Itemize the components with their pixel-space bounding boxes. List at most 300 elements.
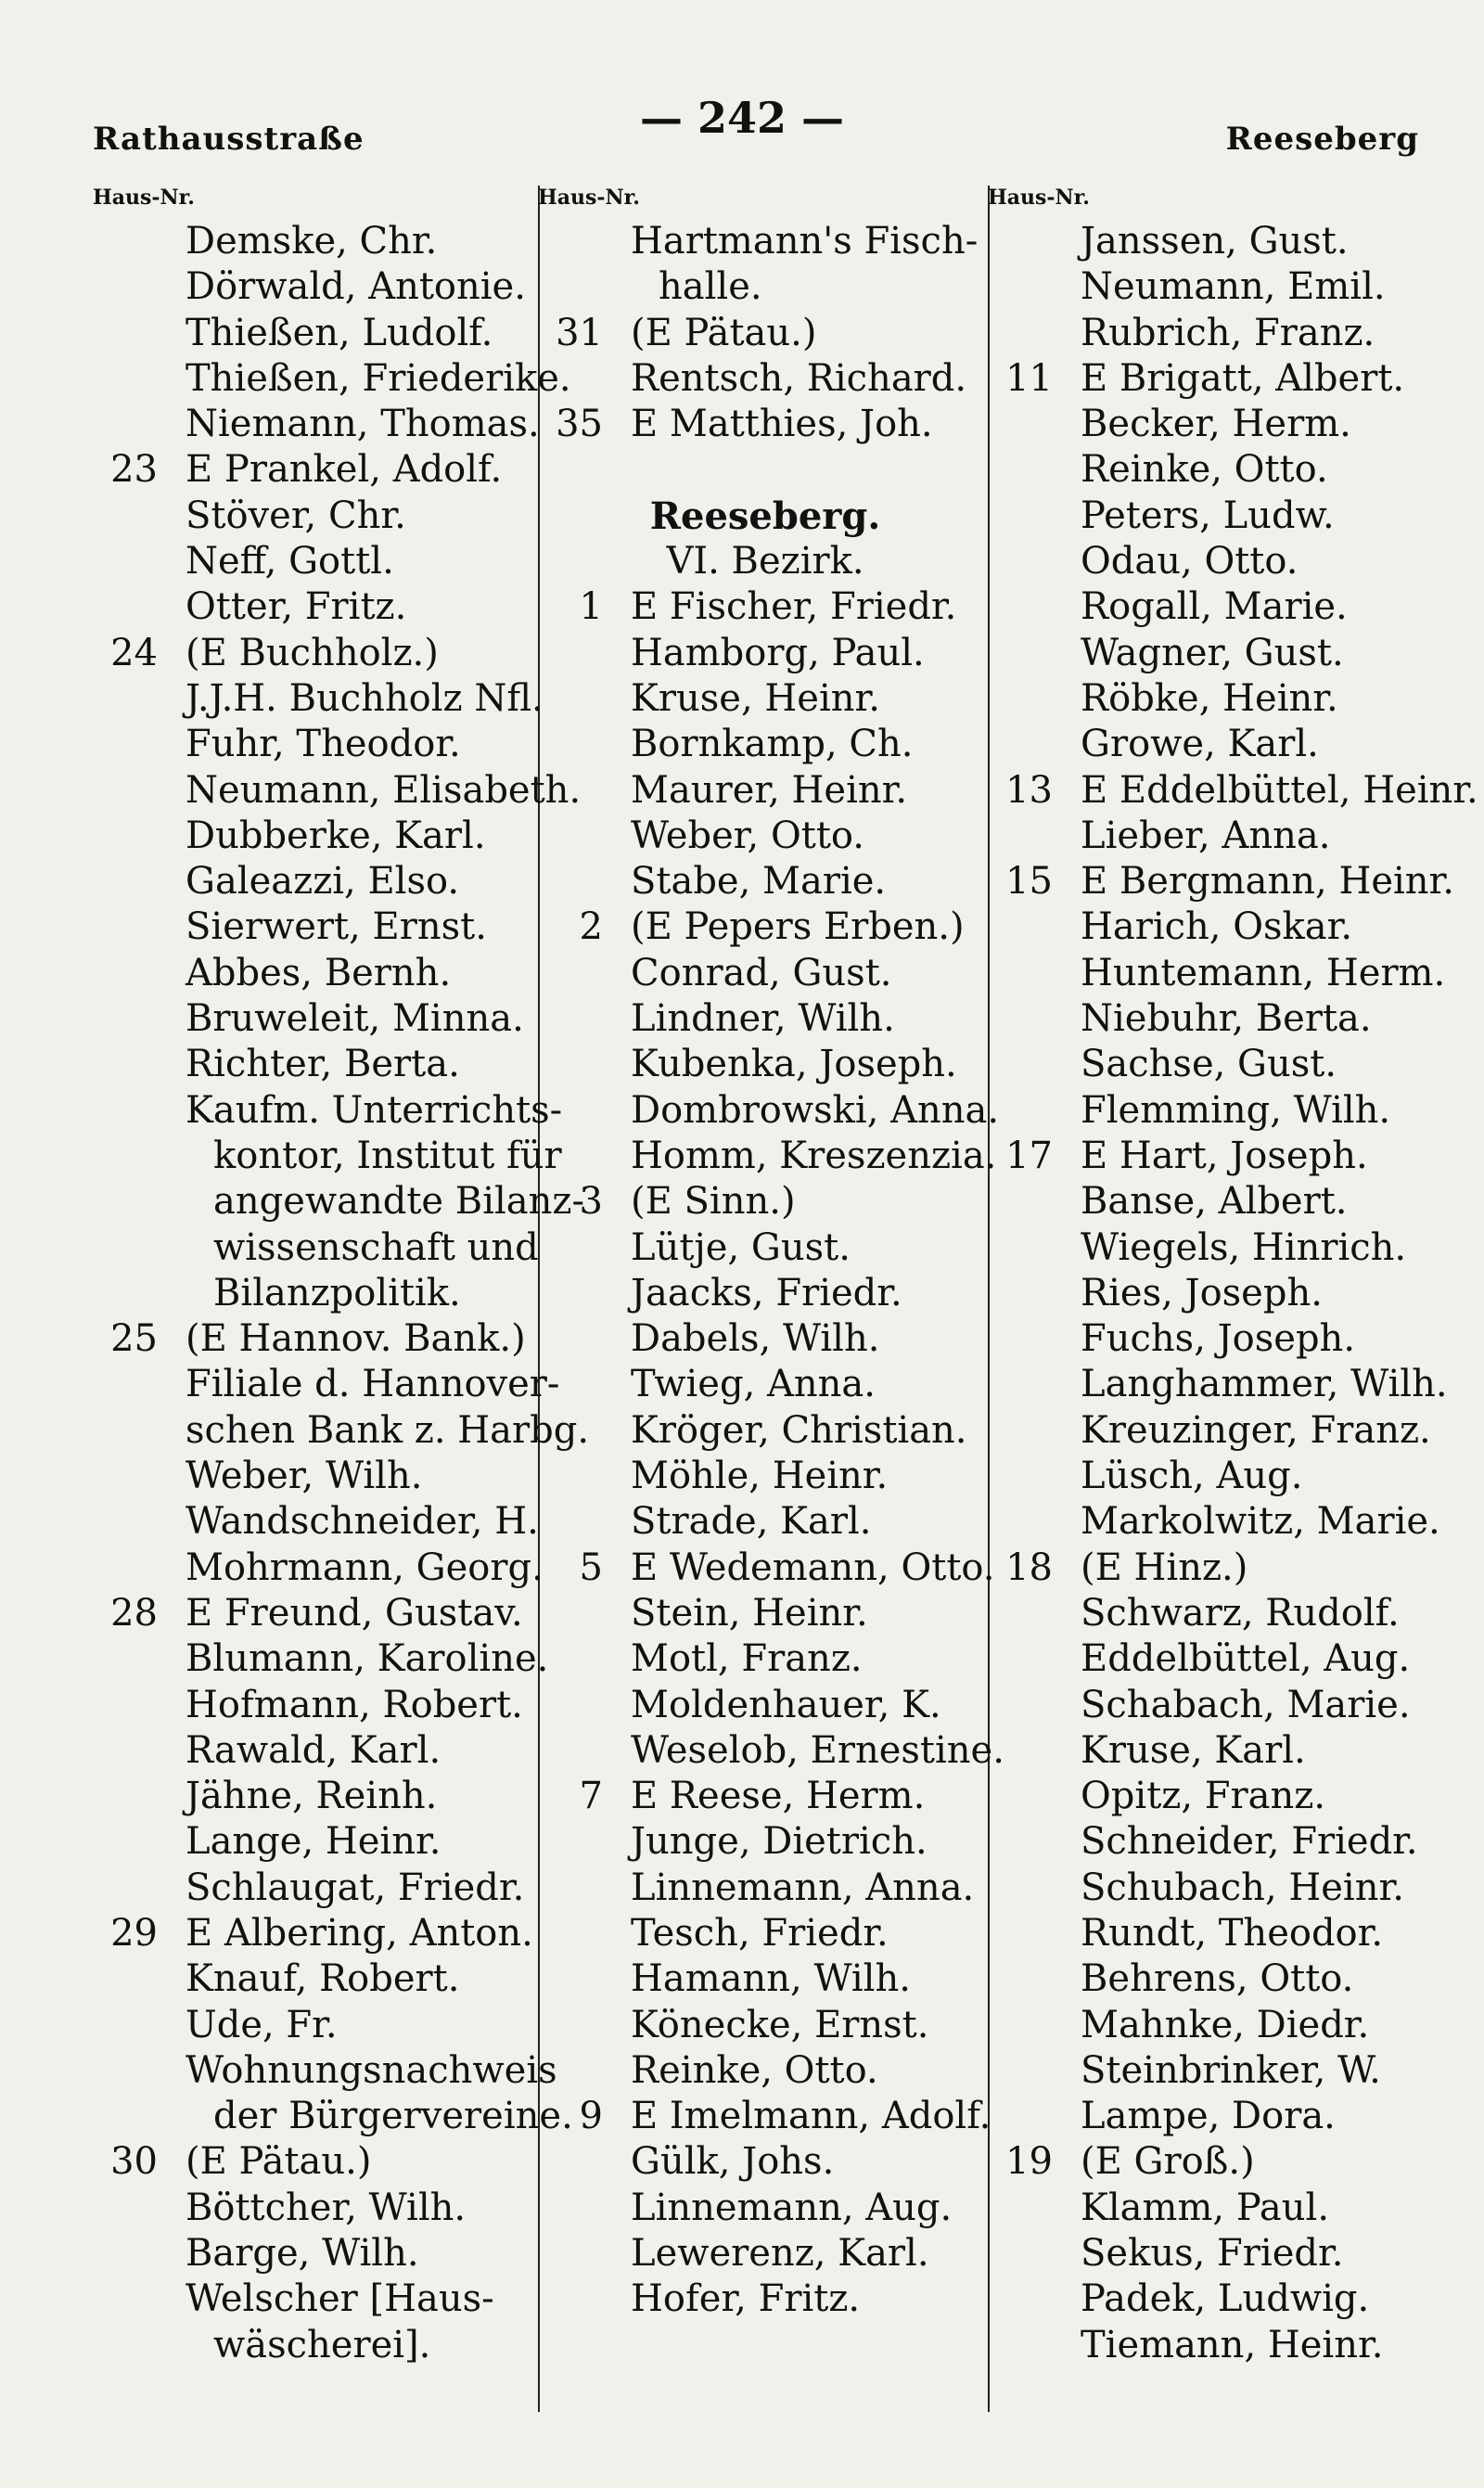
- directory-entry: [93, 631, 547, 676]
- resident-name: Padek, Ludwig.: [1081, 2277, 1370, 2321]
- resident-name: Wiegels, Hinrich.: [1081, 1225, 1407, 1269]
- directory-entry: [538, 1316, 992, 1362]
- directory-entry: [988, 1866, 1442, 1911]
- directory-entry: [93, 2094, 573, 2139]
- house-number: 1: [579, 585, 603, 629]
- directory-entry: [988, 2323, 1442, 2368]
- resident-name: Eddelbüttel, Aug.: [1081, 1637, 1411, 1681]
- resident-name: Hartmann's Fisch-: [631, 220, 979, 263]
- directory-entry: [538, 539, 992, 584]
- directory-entry: [93, 219, 547, 264]
- resident-name: Fuchs, Joseph.: [1081, 1317, 1356, 1361]
- directory-entry: [538, 356, 992, 402]
- directory-entry: [538, 311, 992, 356]
- resident-name: Steinbrinker, W.: [1081, 2048, 1381, 2092]
- resident-name: Reinke, Otto.: [1081, 448, 1328, 492]
- house-number: 11: [1005, 356, 1053, 400]
- resident-name: (E Hinz.): [1081, 1545, 1248, 1589]
- resident-name: E Eddelbüttel, Heinr.: [1081, 768, 1478, 812]
- resident-name: Moldenhauer, K.: [631, 1683, 941, 1726]
- resident-name: Rogall, Marie.: [1081, 585, 1348, 629]
- directory-entry: [988, 951, 1446, 996]
- directory-entry: [538, 1819, 992, 1865]
- resident-name: Kröger, Christian.: [631, 1408, 967, 1452]
- directory-entry: [988, 1956, 1442, 2002]
- resident-name: Otter, Fritz.: [186, 585, 407, 629]
- resident-name: Kruse, Karl.: [1081, 1728, 1306, 1772]
- directory-entry: [93, 1866, 547, 1911]
- resident-name: Weber, Wilh.: [186, 1455, 423, 1498]
- resident-name: Ries, Joseph.: [1081, 1271, 1323, 1315]
- resident-name: J.J.H. Buchholz Nfl.: [186, 676, 544, 720]
- directory-entry: [988, 584, 1442, 630]
- directory-entry: [538, 584, 992, 630]
- resident-name: Janssen, Gust.: [1081, 220, 1349, 263]
- resident-name: Tesch, Friedr.: [631, 1911, 889, 1955]
- column-head: Haus-Nr.: [93, 186, 195, 210]
- resident-name: Sachse, Gust.: [1081, 1043, 1337, 1086]
- resident-name: E Wedemann, Otto.: [631, 1545, 995, 1589]
- resident-name: Niemann, Thomas.: [186, 403, 540, 446]
- house-number: 13: [1005, 768, 1053, 812]
- resident-name: Dörwald, Antonie.: [186, 265, 526, 309]
- house-number: 9: [579, 2095, 603, 2138]
- house-number: 7: [579, 1775, 603, 1818]
- directory-entry: [538, 1774, 992, 1819]
- directory-entry: [93, 494, 547, 539]
- directory-entry: [988, 2139, 1442, 2185]
- directory-entry: [93, 1591, 547, 1636]
- resident-name: Hamborg, Paul.: [631, 631, 925, 674]
- directory-entry: [988, 904, 1442, 950]
- directory-entry: [93, 1774, 547, 1819]
- resident-name: E Freund, Gustav.: [186, 1591, 523, 1635]
- directory-entry: [538, 768, 992, 814]
- directory-entry: [538, 1636, 992, 1682]
- directory-entry: [538, 1545, 995, 1591]
- directory-entry: [988, 1774, 1442, 1819]
- resident-name: E Brigatt, Albert.: [1081, 356, 1405, 400]
- house-number: 18: [1005, 1545, 1053, 1589]
- resident-name: Lieber, Anna.: [1081, 814, 1331, 857]
- directory-entry: [988, 2276, 1442, 2322]
- directory-entry: [988, 2048, 1442, 2094]
- directory-entry: [538, 1911, 992, 1956]
- resident-name: E Imelmann, Adolf.: [631, 2095, 991, 2138]
- resident-name: Schubach, Heinr.: [1081, 1866, 1404, 1909]
- directory-entry: [988, 311, 1442, 356]
- resident-name: Lütje, Gust.: [631, 1225, 851, 1269]
- directory-entry: [93, 1225, 547, 1271]
- directory-entry: [93, 1911, 547, 1956]
- resident-name: Odau, Otto.: [1081, 540, 1298, 584]
- resident-name: Ude, Fr.: [186, 2003, 338, 2046]
- resident-name: Weber, Otto.: [631, 814, 864, 857]
- resident-name: (E Groß.): [1081, 2140, 1255, 2184]
- resident-name: Klamm, Paul.: [1081, 2186, 1330, 2229]
- house-number: 31: [556, 311, 603, 354]
- resident-name: Dombrowski, Anna.: [631, 1088, 1000, 1132]
- directory-entry: [988, 356, 1442, 402]
- resident-name: Jaacks, Friedr.: [631, 1271, 902, 1315]
- street-heading: [538, 494, 992, 539]
- directory-entry: [93, 2003, 547, 2048]
- resident-name: Maurer, Heinr.: [631, 768, 908, 812]
- directory-entry: [93, 311, 547, 356]
- directory-entry: [988, 1911, 1442, 1956]
- column-head: Haus-Nr.: [538, 186, 640, 210]
- house-number: 29: [110, 1911, 158, 1955]
- directory-entry: [988, 676, 1442, 722]
- resident-name: Rawald, Karl.: [186, 1728, 441, 1772]
- directory-entry: [988, 1042, 1442, 1087]
- directory-entry: [988, 1499, 1442, 1545]
- resident-name: Niebuhr, Berta.: [1081, 997, 1372, 1041]
- resident-name: Strade, Karl.: [631, 1500, 872, 1544]
- directory-entry: [538, 1499, 992, 1545]
- directory-entry: [93, 1683, 547, 1728]
- resident-name: Reinke, Otto.: [631, 2048, 878, 2092]
- resident-name: (E Pätau.): [631, 311, 817, 354]
- directory-entry: [538, 1728, 1004, 1774]
- directory-entry: [988, 631, 1442, 676]
- directory-entry: [93, 2139, 547, 2185]
- resident-name: Böttcher, Wilh.: [186, 2186, 467, 2229]
- resident-name: Röbke, Heinr.: [1081, 676, 1338, 720]
- directory-entry: [538, 1454, 992, 1499]
- directory-entry: [988, 1179, 1442, 1225]
- resident-name: Sierwert, Ernst.: [186, 905, 487, 949]
- resident-name: Conrad, Gust.: [631, 951, 892, 994]
- resident-name: Lewerenz, Karl.: [631, 2232, 929, 2276]
- resident-name: Growe, Karl.: [1081, 723, 1319, 766]
- directory-entry: [988, 1271, 1442, 1316]
- resident-name: E Matthies, Joh.: [631, 403, 933, 446]
- directory-entry: [988, 1362, 1448, 1407]
- directory-entry: [538, 631, 992, 676]
- directory-entry: [93, 904, 547, 950]
- resident-name: Hofmann, Robert.: [186, 1683, 523, 1726]
- resident-name: Schlaugat, Friedr.: [186, 1866, 525, 1909]
- directory-entry: [988, 1728, 1442, 1774]
- directory-entry: [988, 1545, 1442, 1591]
- directory-entry: [93, 1042, 547, 1087]
- resident-name: Demske, Chr.: [186, 220, 438, 263]
- resident-name: angewandte Bilanz-: [213, 1180, 584, 1224]
- directory-entry: [538, 1408, 992, 1454]
- resident-name: Knauf, Robert.: [186, 1957, 460, 2001]
- directory-entry: [93, 2048, 557, 2094]
- resident-name: kontor, Institut für: [213, 1134, 562, 1177]
- directory-entry: [93, 1271, 547, 1316]
- resident-name: Huntemann, Herm.: [1081, 951, 1446, 994]
- resident-name: Langhammer, Wilh.: [1081, 1363, 1448, 1406]
- directory-entry: [93, 2186, 547, 2231]
- house-number: 35: [556, 403, 603, 446]
- resident-name: E Reese, Herm.: [631, 1775, 926, 1818]
- directory-entry: [93, 676, 547, 722]
- resident-name: E Albering, Anton.: [186, 1911, 533, 1955]
- directory-entry: [988, 1819, 1442, 1865]
- resident-name: Thießen, Ludolf.: [186, 311, 493, 354]
- directory-entry: [988, 859, 1454, 904]
- resident-name: Neumann, Elisabeth.: [186, 768, 582, 812]
- house-number: 28: [110, 1591, 158, 1635]
- resident-name: Barge, Wilh.: [186, 2232, 419, 2276]
- resident-name: Twieg, Anna.: [631, 1363, 876, 1406]
- resident-name: Lüsch, Aug.: [1081, 1455, 1303, 1498]
- directory-entry: [988, 494, 1442, 539]
- resident-name: Filiale d. Hannover-: [186, 1363, 560, 1406]
- directory-entry: [988, 1454, 1442, 1499]
- resident-name: Stabe, Marie.: [631, 860, 887, 904]
- resident-name: Behrens, Otto.: [1081, 1957, 1354, 2001]
- resident-name: Linnemann, Aug.: [631, 2186, 953, 2229]
- resident-name: Schabach, Marie.: [1081, 1683, 1411, 1726]
- resident-name: Gülk, Johs.: [631, 2140, 835, 2184]
- directory-entry: [538, 1042, 992, 1087]
- directory-entry: [538, 1225, 992, 1271]
- directory-entry: [93, 1499, 547, 1545]
- resident-name: Thießen, Friederike.: [186, 356, 571, 400]
- resident-name: Galeazzi, Elso.: [186, 860, 460, 904]
- resident-name: Stöver, Chr.: [186, 494, 406, 537]
- house-number: 15: [1005, 860, 1053, 904]
- resident-name: Dabels, Wilh.: [631, 1317, 880, 1361]
- resident-name: schen Bank z. Harbg.: [186, 1408, 590, 1452]
- resident-name: Weselob, Ernestine.: [631, 1728, 1004, 1772]
- directory-entry: [538, 2231, 992, 2276]
- resident-name: Mahnke, Diedr.: [1081, 2003, 1370, 2046]
- resident-name: (E Pepers Erben.): [631, 905, 965, 949]
- directory-entry: [538, 2048, 992, 2094]
- resident-name: halle.: [659, 265, 762, 309]
- resident-name: Schwarz, Rudolf.: [1081, 1591, 1400, 1635]
- house-number: 5: [579, 1545, 603, 1589]
- directory-entry: [93, 1362, 560, 1407]
- directory-entry: [988, 402, 1442, 447]
- directory-entry: [988, 264, 1442, 310]
- resident-name: (E Buchholz.): [186, 631, 439, 674]
- resident-name: Könecke, Ernst.: [631, 2003, 929, 2046]
- resident-name: Fuhr, Theodor.: [186, 723, 461, 766]
- directory-entry: [93, 1956, 547, 2002]
- column-head: Haus-Nr.: [988, 186, 1090, 210]
- directory-entry: [988, 1408, 1442, 1454]
- running-head-right: Reeseberg: [1225, 121, 1419, 158]
- directory-entry: [988, 2186, 1442, 2231]
- directory-entry: [988, 2231, 1442, 2276]
- resident-name: der Bürgervereine.: [213, 2095, 573, 2138]
- directory-entry: [538, 402, 992, 447]
- directory-entry: [538, 447, 992, 493]
- resident-name: Kubenka, Joseph.: [631, 1043, 957, 1086]
- directory-entry: [93, 814, 547, 859]
- directory-entry: [538, 1956, 992, 2002]
- resident-name: E Prankel, Adolf.: [186, 448, 503, 492]
- resident-name: Junge, Dietrich.: [631, 1820, 928, 1864]
- resident-name: E Hart, Joseph.: [1081, 1134, 1368, 1177]
- directory-entry: [988, 768, 1478, 814]
- resident-name: Blumann, Karoline.: [186, 1637, 549, 1681]
- directory-entry: [93, 356, 571, 402]
- resident-name: Flemming, Wilh.: [1081, 1088, 1391, 1132]
- directory-entry: [538, 1134, 997, 1179]
- directory-entry: [538, 264, 992, 310]
- directory-entry: [93, 1134, 562, 1179]
- house-number: 3: [579, 1180, 603, 1224]
- directory-entry: [538, 2276, 992, 2322]
- directory-column-2: [538, 184, 1004, 2429]
- resident-name: (E Sinn.): [631, 1180, 796, 1224]
- resident-name: wissenschaft und: [213, 1225, 539, 1269]
- resident-name: Homm, Kreszenzia.: [631, 1134, 997, 1177]
- directory-entry: [538, 1866, 992, 1911]
- house-number: 24: [110, 631, 158, 674]
- resident-name: Rentsch, Richard.: [631, 356, 967, 400]
- directory-entry: [988, 219, 1442, 264]
- resident-name: Bilanzpolitik.: [213, 1271, 461, 1315]
- house-number: 25: [110, 1317, 158, 1361]
- directory-entry: [93, 859, 547, 904]
- directory-entry: [93, 768, 582, 814]
- resident-name: Neumann, Emil.: [1081, 265, 1386, 309]
- directory-entry: [988, 1683, 1442, 1728]
- directory-column-3: [988, 184, 1478, 2429]
- directory-entry: [93, 1728, 547, 1774]
- resident-name: Jähne, Reinh.: [186, 1775, 438, 1818]
- resident-name: Stein, Heinr.: [631, 1591, 868, 1635]
- resident-name: Motl, Franz.: [631, 1637, 863, 1681]
- running-head-left: Rathausstraße: [93, 121, 365, 158]
- directory-entry: [538, 1179, 992, 1225]
- directory-entry: [93, 402, 547, 447]
- resident-name: Lange, Heinr.: [186, 1820, 441, 1864]
- directory-entry: [93, 2276, 547, 2322]
- directory-entry: [538, 219, 992, 264]
- directory-entry: [988, 539, 1442, 584]
- directory-entry: [538, 1683, 992, 1728]
- directory-entry: [988, 2094, 1442, 2139]
- directory-entry: [93, 447, 547, 493]
- resident-name: Hamann, Wilh.: [631, 1957, 911, 2001]
- directory-entry: [538, 2094, 992, 2139]
- resident-name: Banse, Albert.: [1081, 1180, 1348, 1224]
- page-number: — 242 —: [639, 93, 845, 143]
- resident-name: Linnemann, Anna.: [631, 1866, 975, 1909]
- directory-entry: [538, 951, 992, 996]
- directory-entry: [538, 722, 992, 767]
- directory-entry: [988, 1316, 1442, 1362]
- directory-entry: [93, 2231, 547, 2276]
- directory-entry: [93, 539, 547, 584]
- directory-entry: [988, 814, 1442, 859]
- directory-entry: [988, 1134, 1442, 1179]
- house-number: 2: [579, 905, 603, 949]
- resident-name: Kaufm. Unterrichts-: [186, 1088, 563, 1132]
- resident-name: Markolwitz, Marie.: [1081, 1500, 1440, 1544]
- resident-name: Rubrich, Franz.: [1081, 311, 1375, 354]
- directory-entry: [93, 584, 547, 630]
- resident-name: Neff, Gottl.: [186, 540, 394, 584]
- directory-entry: [93, 996, 547, 1042]
- directory-entry: [538, 904, 992, 950]
- resident-name: Abbes, Bernh.: [186, 951, 452, 994]
- directory-entry: [538, 996, 992, 1042]
- resident-name: Hofer, Fritz.: [631, 2277, 861, 2321]
- directory-entry: [93, 1408, 590, 1454]
- page-header: [0, 93, 1484, 158]
- directory-entry: [538, 814, 992, 859]
- house-number: 23: [110, 448, 158, 492]
- directory-entry: [538, 1591, 992, 1636]
- house-number: 30: [110, 2140, 158, 2184]
- directory-entry: [538, 1088, 1000, 1134]
- resident-name: Harich, Oskar.: [1081, 905, 1353, 949]
- resident-name: E Fischer, Friedr.: [631, 585, 957, 629]
- house-number: 19: [1005, 2140, 1053, 2184]
- directory-entry: [93, 1545, 547, 1591]
- directory-entry: [988, 996, 1442, 1042]
- resident-name: Peters, Ludw.: [1081, 494, 1335, 537]
- directory-entry: [988, 2003, 1442, 2048]
- directory-entry: [988, 447, 1442, 493]
- resident-name: Mohrmann, Georg.: [186, 1545, 544, 1589]
- resident-name: Lindner, Wilh.: [631, 997, 895, 1041]
- directory-entry: [538, 2139, 992, 2185]
- directory-entry: [93, 264, 547, 310]
- directory-entry: [538, 676, 992, 722]
- directory-entry: [93, 1819, 547, 1865]
- directory-entry: [93, 1454, 547, 1499]
- directory-entry: [93, 1088, 563, 1134]
- resident-name: Möhle, Heinr.: [631, 1455, 889, 1498]
- resident-name: Schneider, Friedr.: [1081, 1820, 1418, 1864]
- resident-name: Dubberke, Karl.: [186, 814, 486, 857]
- directory-entry: [538, 859, 992, 904]
- resident-name: Kreuzinger, Franz.: [1081, 1408, 1431, 1452]
- directory-entry: [988, 722, 1442, 767]
- house-number: 17: [1005, 1134, 1053, 1177]
- resident-name: Welscher [Haus-: [186, 2277, 494, 2321]
- resident-name: Wandschneider, H.: [186, 1500, 539, 1544]
- directory-entry: [93, 1636, 547, 1682]
- directory-entry: [93, 1316, 547, 1362]
- resident-name: Wohnungsnachweis: [186, 2048, 557, 2092]
- directory-entry: [538, 1271, 992, 1316]
- resident-name: Becker, Herm.: [1081, 403, 1351, 446]
- resident-name: Wagner, Gust.: [1081, 631, 1344, 674]
- resident-name: Rundt, Theodor.: [1081, 1911, 1384, 1955]
- directory-entry: [988, 1636, 1442, 1682]
- directory-entry: [538, 2186, 992, 2231]
- resident-name: Bornkamp, Ch.: [631, 723, 914, 766]
- resident-name: Bruweleit, Minna.: [186, 997, 524, 1041]
- resident-name: Kruse, Heinr.: [631, 676, 880, 720]
- directory-entry: [93, 722, 547, 767]
- resident-name: Richter, Berta.: [186, 1043, 460, 1086]
- directory-entry: [538, 2003, 992, 2048]
- resident-name: Tiemann, Heinr.: [1081, 2323, 1384, 2366]
- directory-entry: [988, 1225, 1442, 1271]
- directory-entry: [93, 2323, 547, 2368]
- directory-entry: [93, 1179, 584, 1225]
- resident-name: Reeseberg.: [649, 494, 881, 538]
- resident-name: Opitz, Franz.: [1081, 1775, 1326, 1818]
- resident-name: Lampe, Dora.: [1081, 2095, 1336, 2138]
- resident-name: wäscherei].: [213, 2323, 431, 2366]
- resident-name: VI. Bezirk.: [666, 540, 864, 584]
